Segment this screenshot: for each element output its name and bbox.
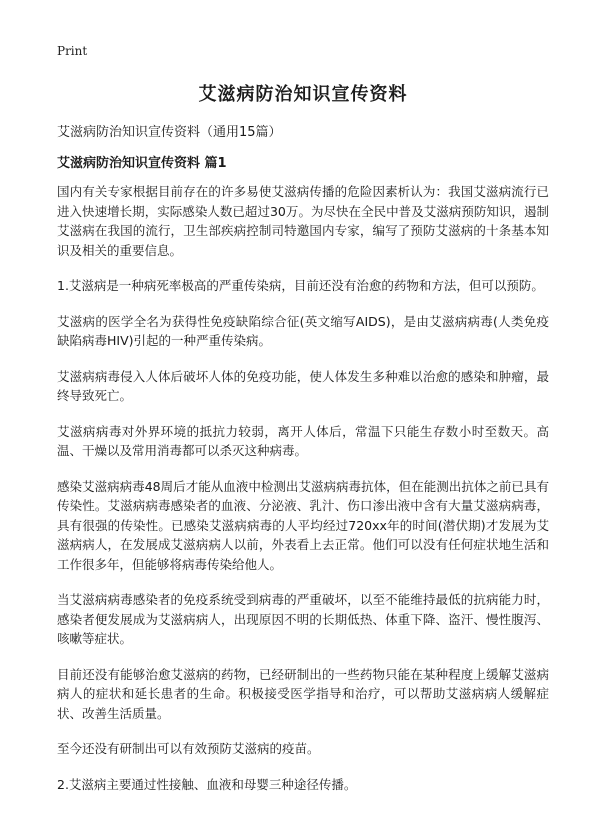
document-subtitle: 艾滋病防治知识宣传资料（通用15篇） (57, 125, 282, 140)
paragraph: 感染艾滋病病毒48周后才能从血液中检测出艾滋病病毒抗体，但在能测出抗体之前已具有传染性。艾滋病病毒感染者的血液、分泌液、乳汁、伤口渗出液中含有大量艾滋病病毒，具有很强的传染性。已感染艾滋病病毒的人平均经过720xx年的时间(潜伏期)才发展为艾滋病病人，在发展成艾滋病病人以前，外表看上去正常。他们可以没有任何症状地生活和工作很多年，但能够将病毒传染给他人。 (57, 478, 549, 572)
paragraph: 至今还没有研制出可以有效预防艾滋病的疫苗。 (57, 741, 320, 756)
article-body (57, 182, 549, 810)
print-link[interactable]: Print (57, 44, 88, 58)
paragraph: 2.艾滋病主要通过性接触、血液和母婴三种途径传播。 (57, 776, 357, 792)
page-title: 艾滋病防治知识宣传资料 (198, 84, 408, 105)
paragraph: 当艾滋病病毒感染者的免疫系统受到病毒的严重破坏，以至不能维持最低的抗病能力时，感染者便发展成为艾滋病病人，出现原因不明的长期低热、体重下降、盗汗、慢性腹泻、咳嗽等症状。 (57, 592, 549, 646)
paragraph: 目前还没有能够治愈艾滋病的药物，已经研制出的一些药物只能在某种程度上缓解艾滋病病人的症状和延长患者的生命。积极接受医学指导和治疗，可以帮助艾滋病病人缓解症状、改善生活质量。 (57, 666, 549, 721)
paragraph: 1.艾滋病是一种病死率极高的严重传染病，目前还没有治愈的药物和方法，但可以预防。 (57, 278, 544, 293)
paragraph: 艾滋病病毒对外界环境的抵抗力较弱，离开人体后，常温下只能生存数小时至数天。高温、干燥以及常用消毒都可以杀灭这种病毒。 (57, 423, 549, 458)
paragraph: 国内有关专家根据目前存在的许多易使艾滋病传播的危险因素析认为：我国艾滋病流行已进入快速增长期，实际感染人数已超过30万。为尽快在全民中普及艾滋病预防知识，遏制艾滋病在我国的流行，卫生部疾病控制司特邀国内专家，编写了预防艾滋病的十条基本知识及相关的重要信息。 (57, 184, 549, 258)
paragraph: 艾滋病病毒侵入人体后破坏人体的免疫功能，使人体发生多种难以治愈的感染和肿瘤，最终导致死亡。 (57, 368, 549, 403)
section-heading: 艾滋病防治知识宣传资料 篇1 (57, 156, 227, 171)
paragraph: 艾滋病的医学全名为获得性免疫缺陷综合征(英文缩写AIDS)，是由艾滋病病毒(人类免疫缺陷病毒HIV)引起的一种严重传染病。 (57, 313, 549, 348)
